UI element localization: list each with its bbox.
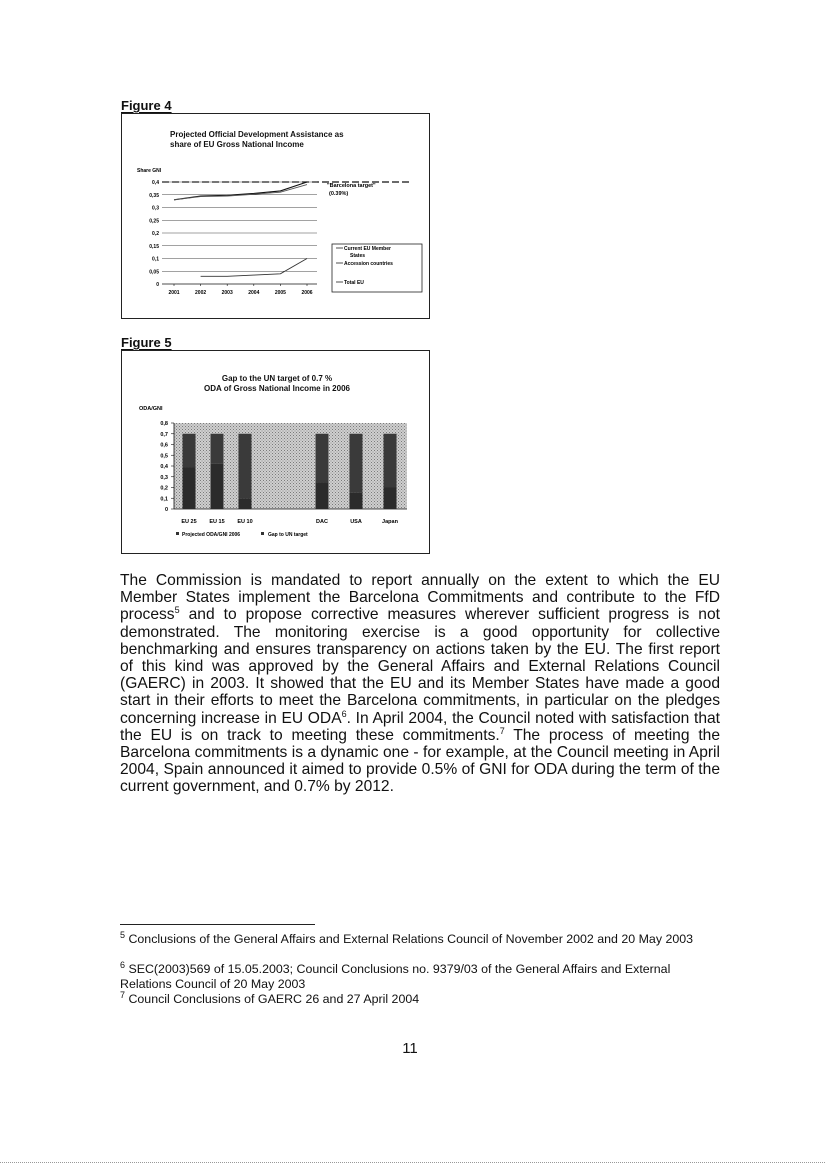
paragraph-part-2: and to propose corrective measures wherever sufficient progress is not demonstrated. The monitoring exercise is a good opportunity for collective benchmarking and ensures transparency on actions taken by the EU. The first report of this kind was approved by the General Affairs and External Relations Council (GAERC) in 2003. It showed that the EU and its Member States have made a good start in their efforts to meet the Barcelona commitments, in particular on the pledges concerning increase in EU ODA [120,606,720,727]
figure-5-bar-gap-to-target [183,434,196,467]
figure-4-x-tick-label: 2006 [301,290,313,296]
figure-5-y-tick-label: 0 [164,507,168,513]
figure-4-x-tick-label: 2004 [248,290,260,296]
figure-5-y-tick-label: 0,8 [160,421,168,427]
legend-marker-projected [176,532,179,535]
figure-5-bar-projected-oda [239,498,252,509]
figure-5-label: Figure 5 [121,335,172,350]
figure-5-x-tick-label: DAC [316,519,328,525]
figure-5-bar-gap-to-target [350,434,363,493]
figure-5-frame [121,350,430,554]
figure-5-y-tick-label: 0,3 [160,474,168,481]
figure-5-bar-projected-oda [316,482,329,509]
figure-4-y-tick-label: 0,4 [152,180,159,186]
figure-5-title-line1: Gap to the UN target of 0.7 % [221,374,333,383]
legend-item-projected-oda: Projected ODA/GNI 2006 [182,532,241,538]
figure-5-y-tick-label: 0,7 [160,431,168,438]
figure-5-y-tick-label: 0,4 [160,464,168,470]
figure-4-title-line2: share of EU Gross National Income [170,140,304,149]
scan-edge-line [0,1162,825,1163]
figure-4-series-line [201,259,307,277]
figure-5-y-tick-label: 0,5 [160,453,168,460]
figure-5-x-tick-label: EU 15 [209,519,225,525]
footnote-ref-7: 7 [499,725,505,736]
figure-4-y-tick-label: 0,05 [149,269,159,276]
figure-4-series-line [174,185,307,200]
legend-item-gap-to-un-target: Gap to UN target [268,532,308,538]
figure-5-bar-gap-to-target [316,434,329,482]
figure-5-y-tick-label: 0,2 [160,485,168,492]
figure-5-x-tick-label: EU 10 [237,519,253,525]
figure-4-line-chart [122,114,429,318]
figure-5-bar-projected-oda [384,488,397,510]
figure-4-label: Figure 4 [121,98,172,113]
figure-4-x-tick-label: 2001 [168,290,180,296]
figure-5-bar-gap-to-target [211,434,224,464]
figure-5-bar-projected-oda [211,464,224,509]
figure-5-bar-projected-oda [183,467,196,509]
legend-marker-gap [261,532,264,535]
figure-4-y-tick-label: 0,2 [152,231,159,237]
legend-item-total-eu: Total EU [344,280,364,286]
barcelona-target-value: (0.39%) [329,191,349,197]
paragraph-part-3: . In April 2004, the Council noted with satisfaction that the EU is on track to meeting these commitments. [120,709,720,744]
figure-4-x-tick-label: 2005 [274,290,286,296]
paragraph-part-1: The Commission is mandated to report annually on the extent to which the EU Member States implement the Barcelona Commitments and contribute to the FfD process [120,572,720,624]
footnote-5-text: Conclusions of the General Affairs and External Relations Council of November 2002 and 20 May 2003 [125,932,694,946]
footnote-6 [120,959,720,991]
figure-5-y-tick-label: 0,6 [160,442,168,449]
footnote-6-text: SEC(2003)569 of 15.05.2003; Council Conclusions no. 9379/03 of the General Affairs and External Relations Council of 20 May 2003 [120,962,671,991]
figure-5-bar-gap-to-target [384,434,397,488]
figure-4-y-tick-label: 0,15 [149,243,159,250]
figure-5-title-line2: ODA of Gross National Income in 2006 [204,384,350,393]
figure-4-x-tick-label: 2002 [195,290,207,296]
figure-5-y-tick-label: 0,1 [160,496,168,503]
figure-4-legend [332,244,422,292]
footnote-7 [120,989,720,1007]
figure-5-bar-gap-to-target [239,434,252,499]
page-number: 11 [402,1040,418,1057]
footnote-7-number: 7 [120,989,126,1000]
figure-4-frame [121,113,430,319]
figure-4-title-line1: Projected Official Development Assistance as [170,130,344,139]
figure-5-legend [176,532,308,538]
footnote-separator [120,924,315,925]
legend-item-accession: Accession countries [344,261,393,267]
barcelona-target-label: "Barcelona target" [327,183,376,189]
figure-5-bar-projected-oda [350,493,363,509]
footnote-7-text: Council Conclusions of GAERC 26 and 27 April 2004 [125,992,420,1006]
legend-item-current-eu-cont: States [350,253,366,259]
footnote-ref-5: 5 [174,605,180,616]
legend-item-current-eu: Current EU Member [344,246,391,252]
footnote-5 [120,929,720,947]
figure-4-y-axis-label: Share GNI [137,168,162,174]
figure-4-y-tick-label: 0,25 [149,218,159,225]
footnote-6-number: 6 [120,959,126,970]
figure-5-x-tick-label: Japan [382,519,398,525]
footnote-5-number: 5 [120,929,126,940]
paragraph-part-4: The process of meeting the Barcelona commitments is a dynamic one - for example, at the Council meeting in April 2004, Spain announced it aimed to provide 0.5% of GNI for ODA during the term of the current government, and 0.7% by 2012. [120,726,720,796]
figure-5-plot-area [174,423,407,509]
figure-4-y-tick-label: 0,35 [149,192,159,199]
figure-4-y-tick-label: 0,1 [152,256,159,263]
figure-5-y-axis-label: ODA/GNI [139,406,163,412]
figure-4-y-tick-label: 0,3 [152,205,159,212]
figure-5-bar-chart [122,351,429,553]
body-paragraph [120,572,720,796]
figure-4-y-tick-label: 0 [156,282,159,288]
figure-5-x-tick-label: USA [350,519,362,525]
footnote-ref-6: 6 [341,708,347,719]
figure-5-x-tick-label: EU 25 [181,519,197,525]
figure-4-x-tick-label: 2003 [221,290,233,296]
